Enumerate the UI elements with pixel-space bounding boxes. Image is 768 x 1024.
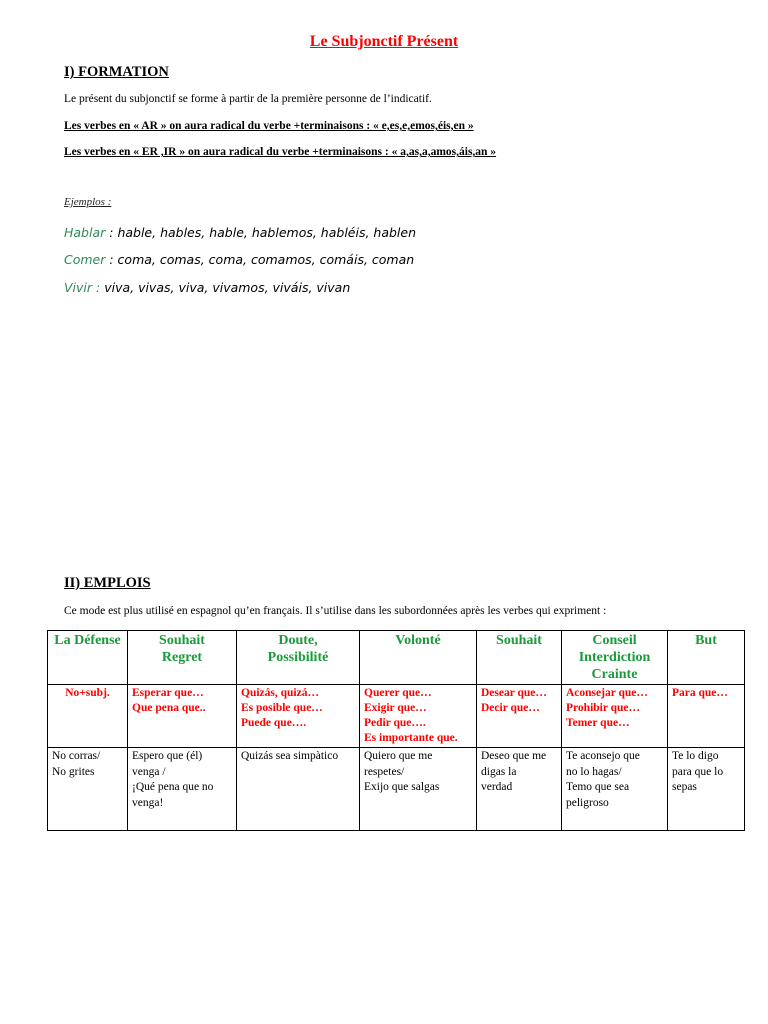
example-cell: No corras/ No grites: [48, 748, 128, 831]
formation-intro: Le présent du subjonctif se forme à partir de la première personne de l’indicatif.: [64, 93, 432, 105]
example-cell: Te aconsejo que no lo hagas/ Temo que sea peligroso: [562, 748, 668, 831]
example-forms: : hable, hables, hable, hablemos, habléis, hablen: [105, 225, 417, 240]
table-header-cell: Volonté: [360, 631, 477, 685]
table-header-cell: La Défense: [48, 631, 128, 685]
table-row: [48, 685, 745, 748]
example-cell: Te lo digo para que lo sepas: [668, 748, 745, 831]
example-verb: Vivir :: [64, 280, 101, 295]
trigger-cell: Desear que… Decir que…: [477, 685, 562, 748]
trigger-cell: Esperar que… Que pena que..: [128, 685, 237, 748]
example-cell: Deseo que me digas la verdad: [477, 748, 562, 831]
example-forms: viva, vivas, viva, vivamos, viváis, vivan: [100, 280, 351, 295]
trigger-cell: Quizás, quizá… Es posible que… Puede que….: [237, 685, 360, 748]
example-cell: Quizás sea simpàtico: [237, 748, 360, 831]
example-line: [64, 280, 350, 295]
trigger-cell: Aconsejar que… Prohibir que… Temer que…: [562, 685, 668, 748]
table-row: [48, 748, 745, 831]
table-header-cell: Souhait Regret: [128, 631, 237, 685]
table-header-cell: Conseil Interdiction Crainte: [562, 631, 668, 685]
trigger-cell: Para que…: [668, 685, 745, 748]
table-header-cell: Doute, Possibilité: [237, 631, 360, 685]
example-verb: Comer: [64, 252, 106, 267]
trigger-cell: Querer que… Exigir que… Pedir que…. Es importante que.: [360, 685, 477, 748]
uses-table: [47, 630, 745, 831]
example-verb: Hablar: [64, 225, 106, 240]
table-header-row: [48, 631, 745, 685]
example-line: [64, 252, 414, 267]
table-header-cell: But: [668, 631, 745, 685]
page-title: Le Subjonctif Présent: [309, 33, 459, 50]
rule-ar: Les verbes en « AR » on aura radical du verbe +terminaisons : « e,es,e,emos,éis,en »: [64, 120, 474, 132]
example-line: [64, 225, 416, 240]
example-cell: Quiero que me respetes/ Exijo que salgas: [360, 748, 477, 831]
examples-label: Ejemplos :: [64, 196, 112, 208]
trigger-cell: No+subj.: [48, 685, 128, 748]
section-heading-emplois: II) EMPLOIS: [64, 575, 151, 591]
example-forms: : coma, comas, coma, comamos, comáis, coman: [105, 252, 415, 267]
rule-er-ir: Les verbes en « ER ,IR » on aura radical du verbe +terminaisons : « a,as,a,amos,áis,an »: [64, 146, 497, 158]
section-heading-formation: I) FORMATION: [64, 64, 169, 80]
example-cell: Espero que (él) venga / ¡Qué pena que no venga!: [128, 748, 237, 831]
table-header-cell: Souhait: [477, 631, 562, 685]
emplois-intro: Ce mode est plus utilisé en espagnol qu’en français. Il s’utilise dans les subordonnées après les verbes qui expriment :: [64, 605, 607, 617]
